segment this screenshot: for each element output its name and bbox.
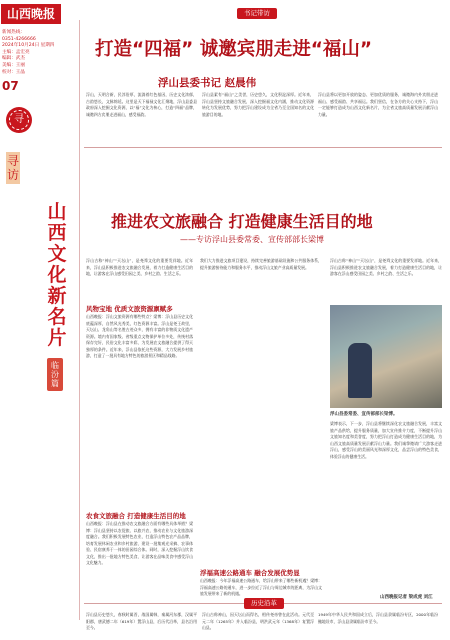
column-label: 寻访 xyxy=(6,154,19,182)
article2-body-1: 山西晚报：浮山文旅资源有哪些特点？梁博：浮山县历史文化底蕴深厚，自然风光秀美，红色资源丰富。浮山是尧王故里，天坛山、龙角山等名胜古迹众多，拥有丰富的非物质文化遗产资源。境内有国家级、省级重点文物保护单位多处，传统村落保存完好，民俗文化丰富多彩，为发展农文旅融合提供了得天独厚的条件。近年来，浮山县依托这些资源，大力发展乡村旅游，打造了一批具有地方特色的旅游景区和精品线路。 xyxy=(86,314,193,358)
article3-column-1: 浮山县历史悠久，春秋时属晋，战国属韩，秦属河东郡，汉属平阳郡，唐武德二年（619年）置浮山县，后历代沿革，县名沿用至今。 xyxy=(86,612,197,630)
meta-line: 校对：王晶 xyxy=(2,69,25,75)
issue-meta xyxy=(2,30,64,76)
section-divider xyxy=(84,147,442,148)
article3-column-2: 浮山古称神山，因天坛山而得名，相传尧帝曾在此活动。元代至元二年（1265年）并入临汾县，明洪武元年（1368年）复置浮山县。 xyxy=(202,612,314,630)
article2-column-2: 我们大力推进文旅项目建设，持续完善旅游基础设施和公共服务体系，提升旅游接待能力和服务水平，推动浮山文旅产业高质量发展。 xyxy=(200,258,322,270)
meta-line: 编辑：武杰 xyxy=(2,56,25,62)
article1-byline: 浮山县委书记 赵晨伟 xyxy=(158,77,257,89)
article2-subtitle: ——专访浮山县委常委、宣传部部长梁博 xyxy=(180,235,324,244)
meta-line: 2024年10月24日 星期四 xyxy=(2,43,55,49)
article1-tag: 书记带访 xyxy=(237,8,277,19)
article1-column-1: 浮山，天明合新，民淳俗厚，流淌着红色基因，历史文化浓郁，古韵悠长，文脉绵延。这里是天下福禄文化汇聚地，浮山县委县政府深入挖掘文化资源，以“福”文化为核心，打造“四福”品牌，诚邀四方宾朋走进福山，感受福韵。 xyxy=(86,92,197,117)
seal-ornament-icon xyxy=(6,107,32,133)
article2-body-4: 山西晚报：今年浮福高速公路通车，给浮山带来了哪些新机遇？梁博：浮福高速公路的通车，进一步拉近了浮山与周边城市的距离，为浮山文旅发展带来了新的机遇。 xyxy=(200,578,322,596)
meta-line: 新闻热线： xyxy=(2,30,25,35)
article1-column-3: 浮山县将以更加开放的姿态、更加优质的服务，诚邀海内外宾朋走进福山、感受福韵、共享福运。我们坚信，在各方的关心支持下，浮山一定能够打造成为山西文化新名片，为全省文旅高质量发展贡献浮山力量。 xyxy=(318,92,438,117)
region-kicker: 临汾 篇 xyxy=(47,358,63,391)
meta-line: 0351-4266666 xyxy=(2,36,36,42)
column-divider xyxy=(79,20,80,620)
article2-body-2: 山西晚报：浮山县在推动农文旅融合方面有哪些具体举措？梁博：浮山县坚持以农促旅、以旅兴农，推动农业与文化旅游深度融合。我们积极发展特色农业，打造浮山特色农产品品牌，培育发展休闲农业和乡村旅游，建设一批集观光采摘、农事体验、民宿康养于一体的田园综合体。同时，深入挖掘浮山饮食文化，推出一批地方特色美食，让游客在品味美食中感受浮山文化魅力。 xyxy=(86,521,193,565)
ornament-char: 寻 xyxy=(14,114,24,125)
article2-column-3-top: 浮山古称“神山”“天坛山”，是尧舜文化的重要发祥地。近年来，浮山县积极推进农文旅融合发展，着力打造健康生活目的地，让游客在浮山感受田园之美、乡村之韵、生活之乐。 xyxy=(330,258,442,276)
photo-caption: 浮山县委常委、宣传部部长梁博。 xyxy=(330,412,398,417)
article2-signature: 山西晚报记者 梁成虎 刘江 xyxy=(380,595,433,600)
interviewee-photo xyxy=(330,305,442,408)
article3-tag: 历史沿革 xyxy=(244,598,284,609)
article1-column-2: 浮山县素有“福山”之美誉，历史悠久，文化积淀深厚。近年来，浮山县坚持文旅融合发展，深入挖掘福文化内涵，推动文化资源转化为发展优势，努力把浮山建设成为全省乃至全国知名的文化旅游目的地。 xyxy=(202,92,314,117)
meta-line: 主编：孟宏亮 xyxy=(2,49,30,55)
newspaper-logo: 山西晚报 xyxy=(1,4,61,24)
article2-subhead-2: 农食文旅融合 打造健康生活目的地 xyxy=(86,512,186,520)
page-number: 07 xyxy=(2,79,19,93)
article2-column-3: 梁博表示，下一步，浮山县将继续深化农文旅融合发展，丰富文旅产品供给，提升服务质量，加大宣传推介力度，不断提升浮山文旅知名度和美誉度，努力把浮山打造成为健康生活目的地，为山西文旅高质量发展贡献浮山力量。我们诚挚邀请广大游客走进浮山，感受浮山的美丽风光和深厚文化，品尝浮山的特色美食，体验浮山的健康生活。 xyxy=(330,421,442,459)
section-title: 山西文化新名片 xyxy=(47,201,67,349)
sidebar xyxy=(0,0,78,640)
article2-subhead-3: 浮福高速公路通车 融合发展优势显 xyxy=(200,569,300,577)
article2-subhead-1: 风物宝地 优质文旅资源禀赋多 xyxy=(86,305,173,313)
article1-title: 打造“四福” 诚邀宾朋走进“福山” xyxy=(95,39,373,60)
article3-column-3: 1949年中华人民共和国成立后，浮山县隶属临汾专区，2000年临汾撤地设市，浮山县隶属临汾市至今。 xyxy=(318,612,438,624)
meta-line: 美编：王丽 xyxy=(2,62,25,68)
article2-column-1: 浮山古称“神山”“天坛山”，是尧舜文化的重要发祥地。近年来，浮山县积极推进农文旅融合发展，着力打造健康生活目的地，让游客在浮山感受田园之美、乡村之韵、生活之乐。 xyxy=(86,258,193,276)
article2-title: 推进农文旅融合 打造健康生活目的地 xyxy=(111,212,373,231)
